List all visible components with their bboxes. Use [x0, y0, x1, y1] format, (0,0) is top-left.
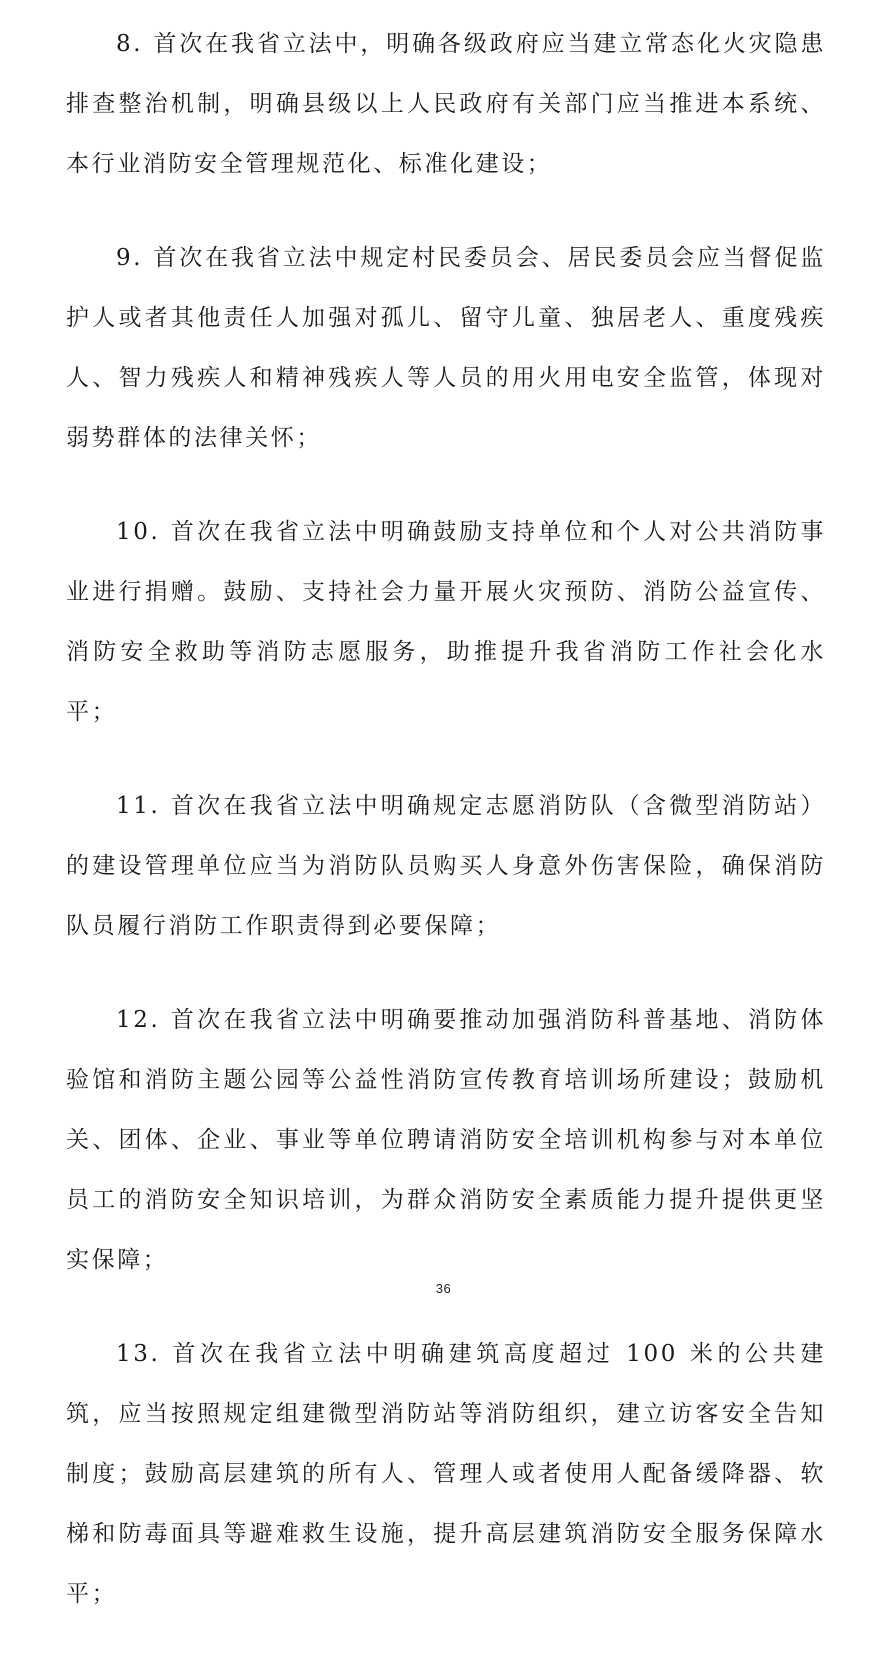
document-body [66, 14, 826, 1658]
paragraph-item-13: 13. 首次在我省立法中明确建筑高度超过 100 米的公共建筑，应当按照规定组建微型消防站等消防组织，建立访客安全告知制度；鼓励高层建筑的所有人、管理人或者使用人配备缓降器、软梯和防毒面具等避难救生设施，提升高层建筑消防安全服务保障水平； [66, 1341, 826, 1607]
paragraph-item-12: 12. 首次在我省立法中明确要推动加强消防科普基地、消防体验馆和消防主题公园等公益性消防宣传教育培训场所建设；鼓励机关、团体、企业、事业等单位聘请消防安全培训机构参与对本单位员工的消防安全知识培训，为群众消防安全素质能力提升提供更坚实保障； [66, 1007, 826, 1273]
paragraph-item-8: 8. 首次在我省立法中，明确各级政府应当建立常态化火灾隐患排查整治机制，明确县级以上人民政府有关部门应当推进本系统、本行业消防安全管理规范化、标准化建设； [66, 31, 826, 177]
page-number: 36 [435, 1281, 452, 1296]
paragraph-item-11: 11. 首次在我省立法中明确规定志愿消防队（含微型消防站）的建设管理单位应当为消防队员购买人身意外伤害保险，确保消防队员履行消防工作职责得到必要保障； [66, 793, 826, 939]
paragraph-item-9: 9. 首次在我省立法中规定村民委员会、居民委员会应当督促监护人或者其他责任人加强对孤儿、留守儿童、独居老人、重度残疾人、智力残疾人和精神残疾人等人员的用火用电安全监管，体现对弱势群体的法律关怀； [66, 245, 826, 451]
paragraph-item-10: 10. 首次在我省立法中明确鼓励支持单位和个人对公共消防事业进行捐赠。鼓励、支持社会力量开展火灾预防、消防公益宣传、消防安全救助等消防志愿服务，助推提升我省消防工作社会化水平； [66, 519, 826, 725]
